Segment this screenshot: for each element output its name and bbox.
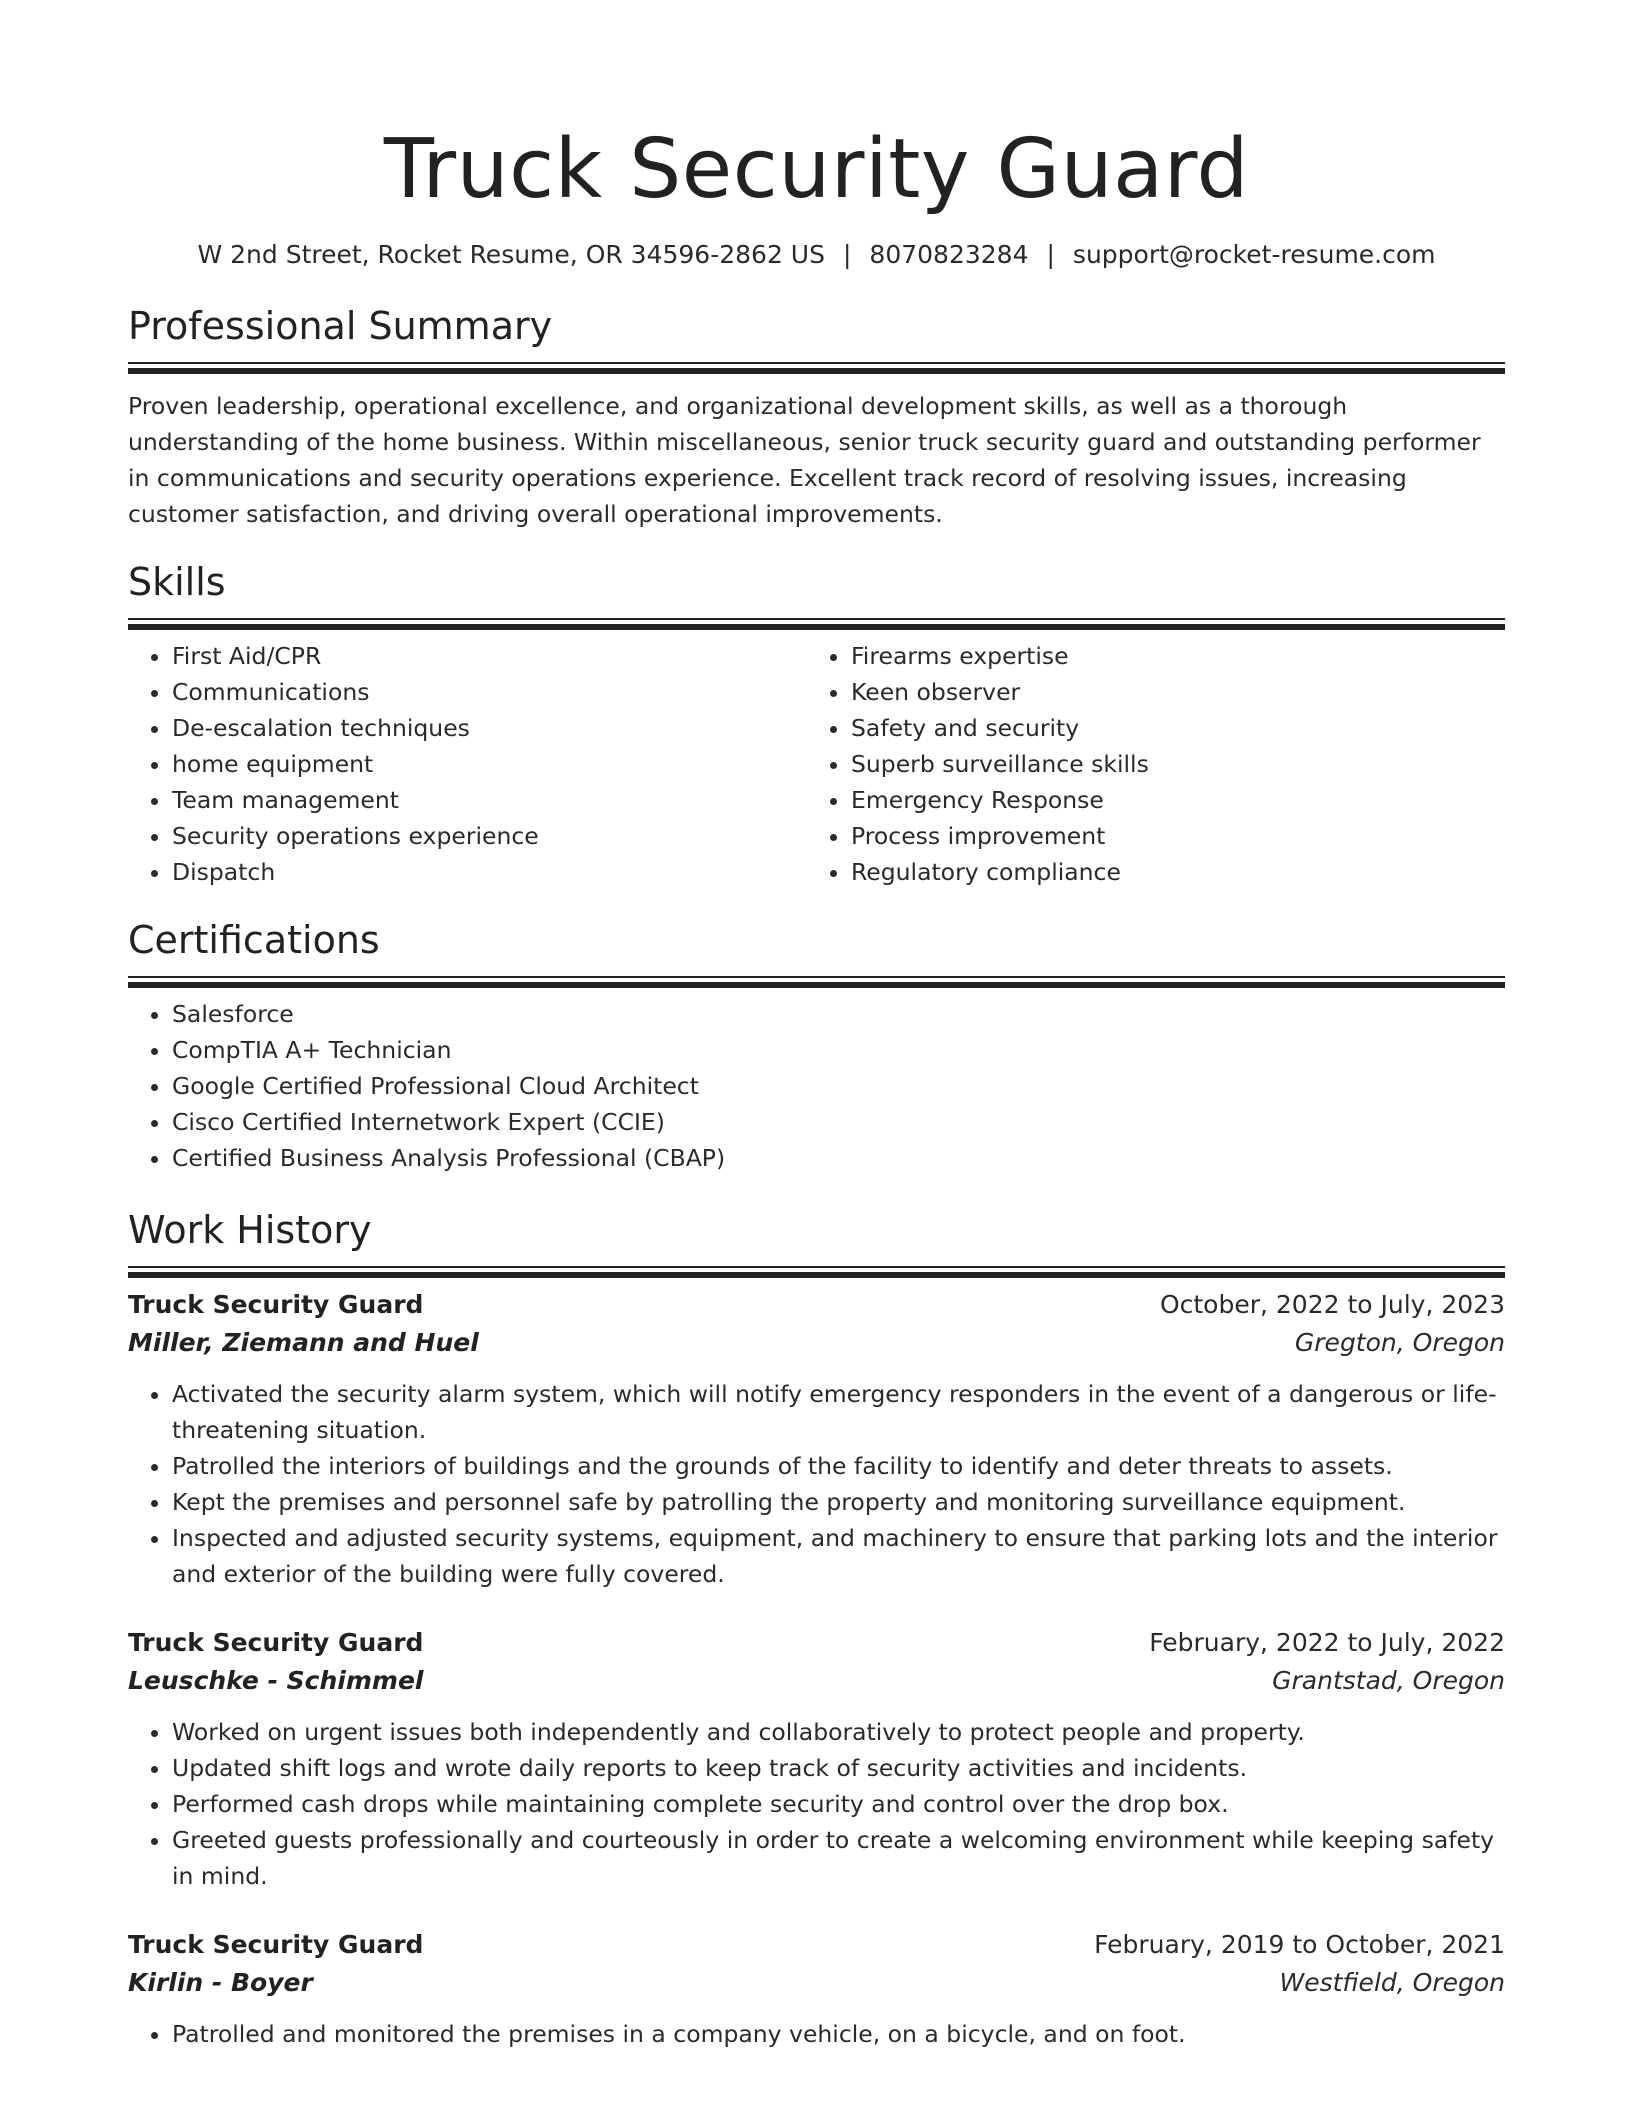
job-title: Truck Security Guard: [128, 1930, 424, 1959]
section-divider: [128, 618, 1505, 620]
job-bullets: [128, 1376, 1505, 1592]
job-header: [128, 1286, 1505, 1324]
skill-item: • Safety and security: [851, 710, 1486, 746]
certification-item: • CompTIA A+ Technician: [172, 1032, 1505, 1068]
contact-address: W 2nd Street, Rocket Resume, OR 34596-2862 US: [197, 240, 825, 269]
job-title: Truck Security Guard: [128, 1628, 424, 1657]
job-company: Miller, Ziemann and Huel: [128, 1328, 479, 1357]
skill-item: • Process improvement: [851, 818, 1486, 854]
job-bullet: • Patrolled and monitored the premises in a company vehicle, on a bicycle, and on foot.: [172, 2016, 1505, 2052]
certification-item: • Google Certified Professional Cloud Architect: [172, 1068, 1505, 1104]
job-dates: February, 2022 to July, 2022: [1149, 1628, 1505, 1657]
job-bullet: • Updated shift logs and wrote daily reports to keep track of security activities and incidents.: [172, 1750, 1505, 1786]
job-title: Truck Security Guard: [128, 1290, 424, 1319]
skill-item: • home equipment: [172, 746, 807, 782]
job-bullet: • Inspected and adjusted security systems, equipment, and machinery to ensure that parking lots and the interior and exterior of the building were fully covered.: [172, 1520, 1505, 1592]
skill-item: • Communications: [172, 674, 807, 710]
work-history-section: [128, 1206, 1505, 2052]
certifications-list: [128, 996, 1505, 1176]
skills-heading: Skills: [128, 560, 226, 604]
certifications-section: [128, 916, 1505, 1176]
skill-item: • Security operations experience: [172, 818, 807, 854]
job-dates: February, 2019 to October, 2021: [1094, 1930, 1505, 1959]
skill-item: • De-escalation techniques: [172, 710, 807, 746]
skill-item: • Superb surveillance skills: [851, 746, 1486, 782]
job-bullet: • Kept the premises and personnel safe by patrolling the property and monitoring surveillance equipment.: [172, 1484, 1505, 1520]
certifications-heading: Certifications: [128, 918, 380, 962]
job-header: [128, 1624, 1505, 1662]
job-entry: [128, 1926, 1505, 2052]
skills-section: [128, 558, 1505, 890]
job-subheader: [128, 1662, 1505, 1700]
job-bullets: [128, 2016, 1505, 2052]
skill-item: • Emergency Response: [851, 782, 1486, 818]
section-divider: [128, 362, 1505, 364]
job-company: Leuschke - Schimmel: [128, 1666, 424, 1695]
job-entry: [128, 1286, 1505, 1592]
job-subheader: [128, 1324, 1505, 1362]
resume-name: Truck Security Guard: [383, 122, 1250, 217]
job-company: Kirlin - Boyer: [128, 1968, 313, 1997]
job-entry: [128, 1624, 1505, 1894]
job-dates: October, 2022 to July, 2023: [1159, 1290, 1505, 1319]
skill-item: • Keen observer: [851, 674, 1486, 710]
summary-heading: Professional Summary: [128, 304, 553, 348]
skill-item: • Firearms expertise: [851, 638, 1486, 674]
summary-section: [128, 302, 1505, 532]
summary-text: Proven leadership, operational excellence, and organizational development skills, as well as a thorough understanding of the home business. Within miscellaneous, senior truck security guard and outstanding performer in communications and security operations experience. Excellent track record of resolving issues, increasing customer satisfaction, and driving overall operational improvements.: [128, 392, 1481, 528]
skill-item: • First Aid/CPR: [172, 638, 807, 674]
job-subheader: [128, 1964, 1505, 2002]
section-divider: [128, 1266, 1505, 1268]
job-bullet: • Performed cash drops while maintaining complete security and control over the drop box.: [172, 1786, 1505, 1822]
contact-separator: |: [842, 240, 852, 269]
skill-item: • Regulatory compliance: [851, 854, 1486, 890]
skills-list-left: [128, 638, 807, 890]
contact-email[interactable]: support@rocket-resume.com: [1072, 240, 1436, 269]
job-location: Grantstad, Oregon: [1272, 1666, 1505, 1695]
job-bullets: [128, 1714, 1505, 1894]
certification-item: • Cisco Certified Internetwork Expert (CCIE): [172, 1104, 1505, 1140]
certification-item: • Salesforce: [172, 996, 1505, 1032]
section-divider: [128, 976, 1505, 978]
job-bullet: • Activated the security alarm system, which will notify emergency responders in the event of a dangerous or life-threatening situation.: [172, 1376, 1505, 1448]
contact-phone[interactable]: 8070823284: [869, 240, 1029, 269]
skill-item: • Dispatch: [172, 854, 807, 890]
job-location: Gregton, Oregon: [1294, 1328, 1505, 1357]
skills-list-right: [807, 638, 1486, 890]
skills-grid: [128, 638, 1505, 890]
contact-line: [128, 238, 1505, 272]
resume-page: [128, 0, 1505, 2052]
job-header: [128, 1926, 1505, 1964]
skill-item: • Team management: [172, 782, 807, 818]
work-history-heading: Work History: [128, 1208, 372, 1252]
certification-item: • Certified Business Analysis Professional (CBAP): [172, 1140, 1505, 1176]
job-location: Westfield, Oregon: [1279, 1968, 1505, 1997]
job-bullet: • Greeted guests professionally and courteously in order to create a welcoming environment while keeping safety in mind.: [172, 1822, 1505, 1894]
contact-separator: |: [1046, 240, 1055, 269]
job-bullet: • Worked on urgent issues both independently and collaboratively to protect people and property.: [172, 1714, 1505, 1750]
job-bullet: • Patrolled the interiors of buildings and the grounds of the facility to identify and deter threats to assets.: [172, 1448, 1505, 1484]
